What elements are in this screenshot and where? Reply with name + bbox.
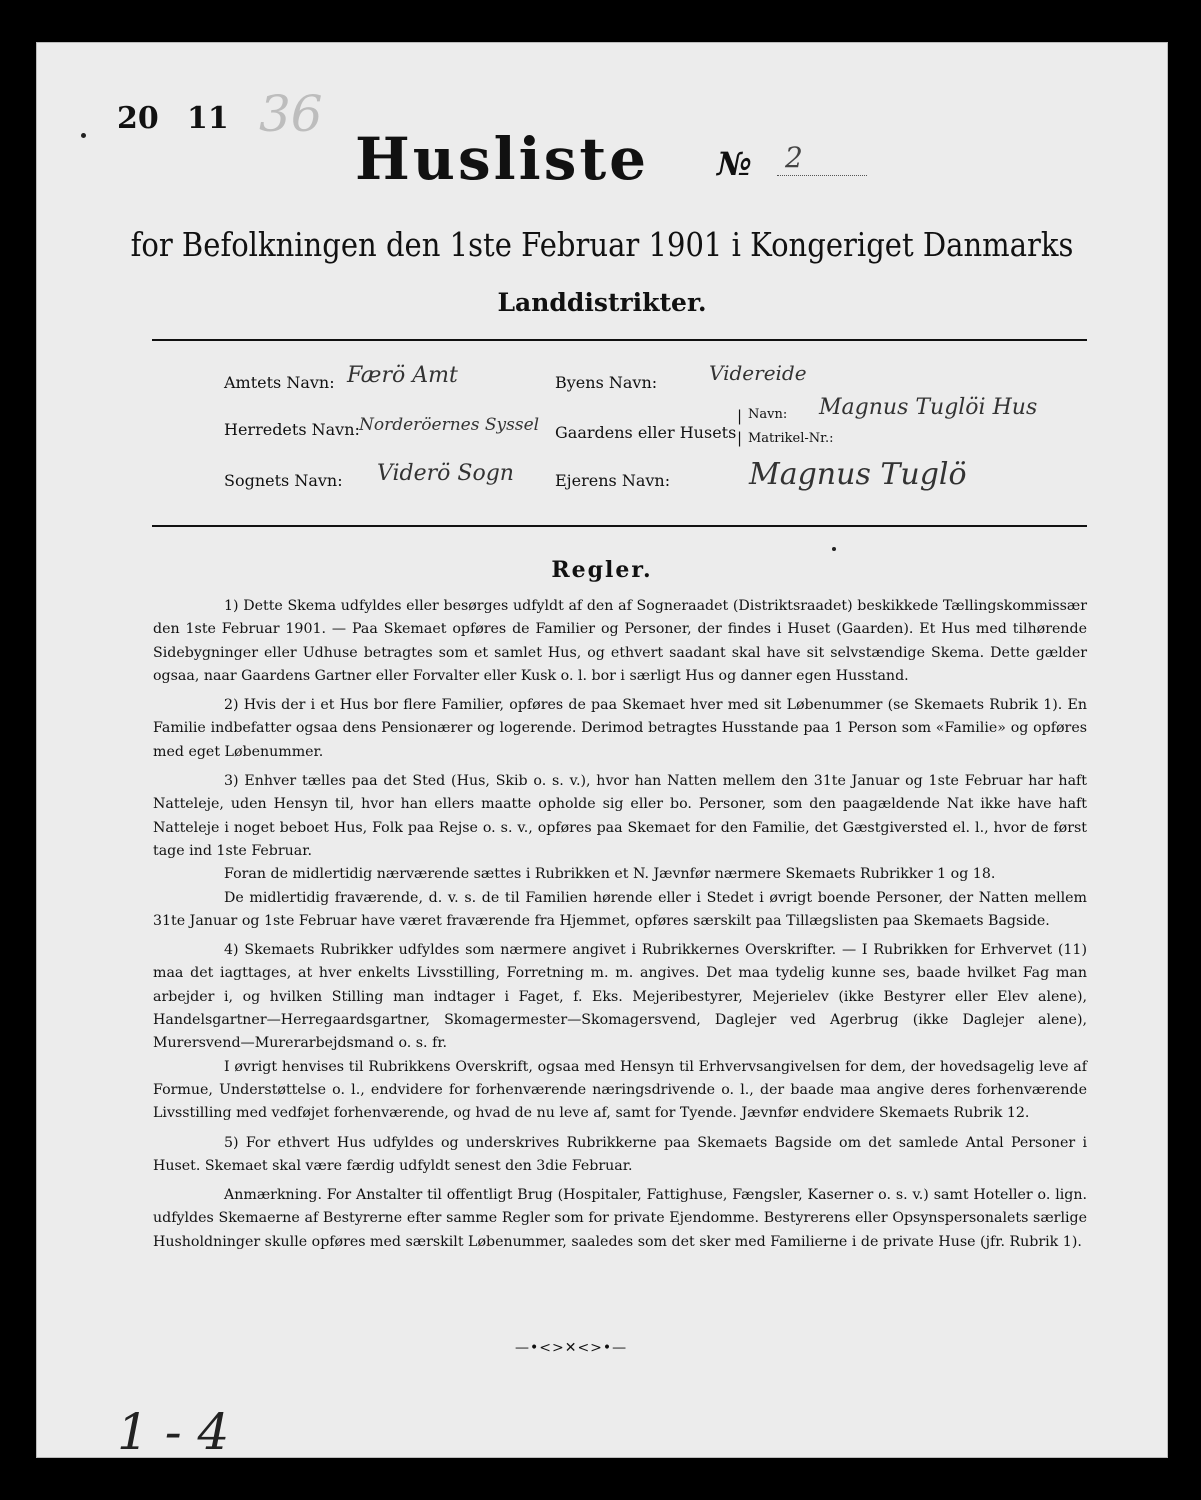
- page-title: Husliste: [355, 125, 650, 193]
- rule-3-note: Foran de midlertidig nærværende sættes i Rubrikken et N. Jævnfør nærmere Skemaets Rubrikker 1 og 18.: [224, 866, 996, 883]
- divider-top: [152, 339, 1087, 341]
- amt-label: Amtets Navn:: [224, 373, 335, 392]
- ink-dot: [81, 133, 86, 138]
- handwritten-range: 1 - 4: [117, 1403, 230, 1461]
- amt-value: Færö Amt: [347, 363, 458, 388]
- archive-number-b: 11: [187, 101, 229, 136]
- ink-speck: [832, 547, 836, 551]
- herred-value: Norderöernes Syssel: [359, 415, 540, 435]
- rule-1: 1) Dette Skema udfyldes eller besørges udfyldt af den af Sogneraadet (Distriktsraadet) beskikkede Tællingskommissær den 1ste Februar 1901. — Paa Skemaet opføres de Familier og Personer, der findes i Huset (Gaarden). Et Hus med tilhørende Sidebygninger eller Udhuse betragtes som et samlet Hus, og ethvert saadant skal have sit selvstændige Skema. Dette gælder ogsaa, naar Gaardens Gartner eller Forvalter eller Kusk o. l. bor i særligt Hus og danner egen Husstand.: [153, 598, 1087, 684]
- archive-number-a: 20: [117, 101, 159, 136]
- divider-bottom: [152, 525, 1087, 527]
- by-label: Byens Navn:: [555, 373, 658, 392]
- ejer-value: Magnus Tuglö: [749, 457, 967, 492]
- handwritten-number: 36: [259, 85, 323, 143]
- rule-4: 4) Skemaets Rubrikker udfyldes som nærmere angivet i Rubrikkernes Overskrifter. — I Rubrikken for Erhvervet (11) maa det iagttages, at hver enkelts Livsstilling, Forretning m. m. angives. Det maa tydelig kunne ses, baade hvilket Fag man arbejder i, og hvilken Stilling man indtager i Faget, f. Eks. Mejeribestyrer, Mejerielev (ikke Bestyrer eller Elev alene), Handelsgartner—Herregaardsgartner, Skomagermester—Skomagersvend, Daglejer ved Agerbrug (ikke Daglejer alene), Murersvend—Murerarbejdsmand o. s. fr.: [153, 942, 1087, 1052]
- by-value: Videreide: [709, 361, 807, 385]
- rule-5: 5) For ethvert Hus udfyldes og underskrives Rubrikkerne paa Skemaets Bagside om det samlede Antal Personer i Huset. Skemaet skal være færdig udfyldt senest den 3die Februar.: [153, 1134, 1087, 1174]
- bracket: | |: [737, 407, 743, 447]
- ejer-label: Ejerens Navn:: [555, 471, 671, 490]
- rule-3-absent: De midlertidig fraværende, d. v. s. de til Familien hørende eller i Stedet i øvrigt boende Personer, der Natten mellem 31te Januar og 1ste Februar have været fraværende fra Hjemmet, opføres særskilt paa Tillægslisten paa Skemaets Bagside.: [153, 889, 1087, 929]
- rule-4-note: I øvrigt henvises til Rubrikkens Overskrift, ogsaa med Hensyn til Erhvervsangivelsen for dem, der hovedsagelig leve af Formue, Understøttelse o. l., endvidere for forhenværende næringsdrivende o. l., der baade maa angive deres forhenværende Livsstilling med vedføjet forhenværende, og hvad de nu leve af, samt for Tyende. Jævnfør endvidere Skemaets Rubrik 12.: [153, 1058, 1087, 1122]
- matrikel-label: Matrikel-Nr.:: [748, 431, 834, 446]
- herred-label: Herredets Navn:: [224, 420, 360, 439]
- husliste-number: 2: [785, 141, 803, 174]
- ornament: —•<>✕<>•—: [515, 1340, 628, 1356]
- rule-3: 3) Enhver tælles paa det Sted (Hus, Skib o. s. v.), hvor han Natten mellem den 31te Januar og 1ste Februar har haft Natteleje, uden Hensyn til, hvor han ellers maatte opholde sig eller bo. Personer, som den paagældende Nat ikke have haft Natteleje i noget beboet Hus, Folk paa Rejse o. s. v., opføres paa Skemaet for den Familie, det Gæstgiversted el. l., hvor de først tage ind 1ste Februar.: [153, 773, 1087, 859]
- navn-label: Navn:: [748, 407, 788, 422]
- rules-heading: Regler.: [551, 557, 653, 583]
- number-underline: [777, 175, 867, 176]
- document-page: [36, 42, 1168, 1461]
- navn-value: Magnus Tuglöi Hus: [819, 395, 1038, 420]
- rule-2: 2) Hvis der i et Hus bor flere Familier, opføres de paa Skemaet hver med sit Løbenummer (se Skemaets Rubrik 1). En Familie indbefatter ogsaa dens Pensionærer og logerende. Derimod betragtes Husstande paa 1 Person som «Familie» og opføres med eget Løbenummer.: [153, 697, 1087, 760]
- sogn-label: Sognets Navn:: [224, 471, 343, 490]
- number-sign: №: [717, 145, 752, 183]
- sogn-value: Viderö Sogn: [377, 461, 514, 486]
- district-type: Landdistrikter.: [497, 288, 707, 317]
- annotation: Anmærkning. For Anstalter til offentligt Brug (Hospitaler, Fattighuse, Fængsler, Kaserner o. s. v.) samt Hoteller o. lign. udfyldes Skemaerne af Bestyrerne efter samme Regler som for private Ejendomme. Bestyrerens eller Opsynspersonalets særlige Husholdninger skulle opføres med særskilt Løbenummer, saaledes som det sker med Familierne i de private Huse (jfr. Rubrik 1).: [153, 1187, 1087, 1250]
- gaard-label: Gaardens eller Husets: [555, 423, 737, 442]
- subtitle: for Befolkningen den 1ste Februar 1901 i Kongeriget Danmarks: [130, 225, 1074, 264]
- rules-body: [153, 595, 1087, 1260]
